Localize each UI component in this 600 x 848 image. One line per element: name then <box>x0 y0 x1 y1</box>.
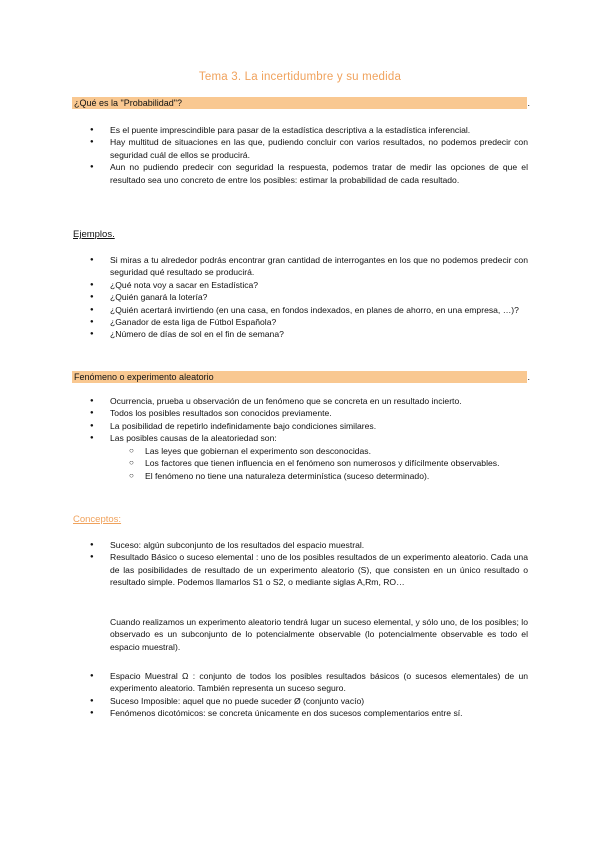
concepts-bullet-list-b <box>0 670 600 720</box>
list-item: ● Todos los posibles resultados son conocidos previamente. <box>0 407 600 419</box>
list-item: ● Resultado Básico o suceso elemental : uno de los posibles resultados de un experimento aleatorio. Cada una de las posibilidades de resultado de un experimento aleatorio (S), que consisten en un único resultado o resultado simple. Podemos llamarlos S1 o S2, o mediante siglas A,Rm, RO… <box>0 551 600 588</box>
probabilidad-bullet-list <box>0 124 600 186</box>
list-item: ● Hay multitud de situaciones en las que, pudiendo concluir con varios resultados, no podemos predecir con seguridad cuál de ellos se producirá. <box>0 136 600 161</box>
causes-sub-list <box>0 445 600 482</box>
list-item: ● Fenómenos dicotómicos: se concreta únicamente en dos sucesos complementarios entre sí. <box>0 707 600 719</box>
section-heading-fenomeno-text: Fenómeno o experimento aleatorio <box>74 372 214 382</box>
list-item: ● Aun no pudiendo predecir con seguridad la respuesta, podemos tratar de medir las opciones de que el resultado sea uno concreto de entre los posibles: estimar la probabilidad de cada resultado. <box>0 161 600 186</box>
section-heading-probabilidad <box>72 97 530 109</box>
sub-list-item: ○ Las leyes que gobiernan el experimento son desconocidas. <box>0 445 600 457</box>
list-item: ● Espacio Muestral Ω : conjunto de todos los posibles resultados básicos (o sucesos elementales) de un experimento aleatorio. También representa un suceso seguro. <box>0 670 600 695</box>
list-item: ● La posibilidad de repetirlo indefinidamente bajo condiciones similares. <box>0 420 600 432</box>
list-item: ● Suceso Imposible: aquel que no puede suceder Ø (conjunto vacío) <box>0 695 600 707</box>
list-item: ● Suceso: algún subconjunto de los resultados del espacio muestral. <box>0 539 600 551</box>
concepts-bullet-list-a <box>0 539 600 589</box>
section-heading-fenomeno <box>72 371 530 383</box>
list-item: ● ¿Quién ganará la lotería? <box>0 291 600 303</box>
section-heading-dot: . <box>527 98 530 108</box>
list-item: ● Es el puente imprescindible para pasar de la estadística descriptiva a la estadística inferencial. <box>0 124 600 136</box>
section-heading-dot: . <box>527 372 530 382</box>
concepts-heading: Conceptos: <box>73 514 122 525</box>
list-item: ● ¿Qué nota voy a sacar en Estadística? <box>0 279 600 291</box>
examples-heading: Ejemplos. <box>73 229 115 240</box>
fenomeno-bullet-list <box>0 395 600 445</box>
concepts-paragraph: Cuando realizamos un experimento aleatorio tendrá lugar un suceso elemental, y sólo uno, de los posibles; lo observado es un subconjunto de lo potencialmente observable (lo potencialmente observable es todo el espacio muestral). <box>110 617 528 652</box>
list-item: ● Si miras a tu alrededor podrás encontrar gran cantidad de interrogantes en los que no podemos predecir con seguridad qué resultado se producirá. <box>0 254 600 279</box>
sub-list-item: ○ Los factores que tienen influencia en el fenómeno son numerosos y difícilmente observables. <box>0 457 600 469</box>
examples-bullet-list <box>0 254 600 341</box>
list-item: ● ¿Ganador de esta liga de Fútbol Española? <box>0 316 600 328</box>
sub-list-item: ○ El fenómeno no tiene una naturaleza determinística (suceso determinado). <box>0 470 600 482</box>
list-item: ● Ocurrencia, prueba u observación de un fenómeno que se concreta en un resultado incierto. <box>0 395 600 407</box>
list-item: ● ¿Número de días de sol en el fin de semana? <box>0 328 600 340</box>
document-title: Tema 3. La incertidumbre y su medida <box>198 71 402 83</box>
list-item: ● Las posibles causas de la aleatoriedad son: <box>0 432 600 444</box>
list-item: ● ¿Quién acertará invirtiendo (en una casa, en fondos indexados, en planes de ahorro, en una empresa, …)? <box>0 304 600 316</box>
section-heading-probabilidad-text: ¿Qué es la "Probabilidad"? <box>74 98 182 108</box>
